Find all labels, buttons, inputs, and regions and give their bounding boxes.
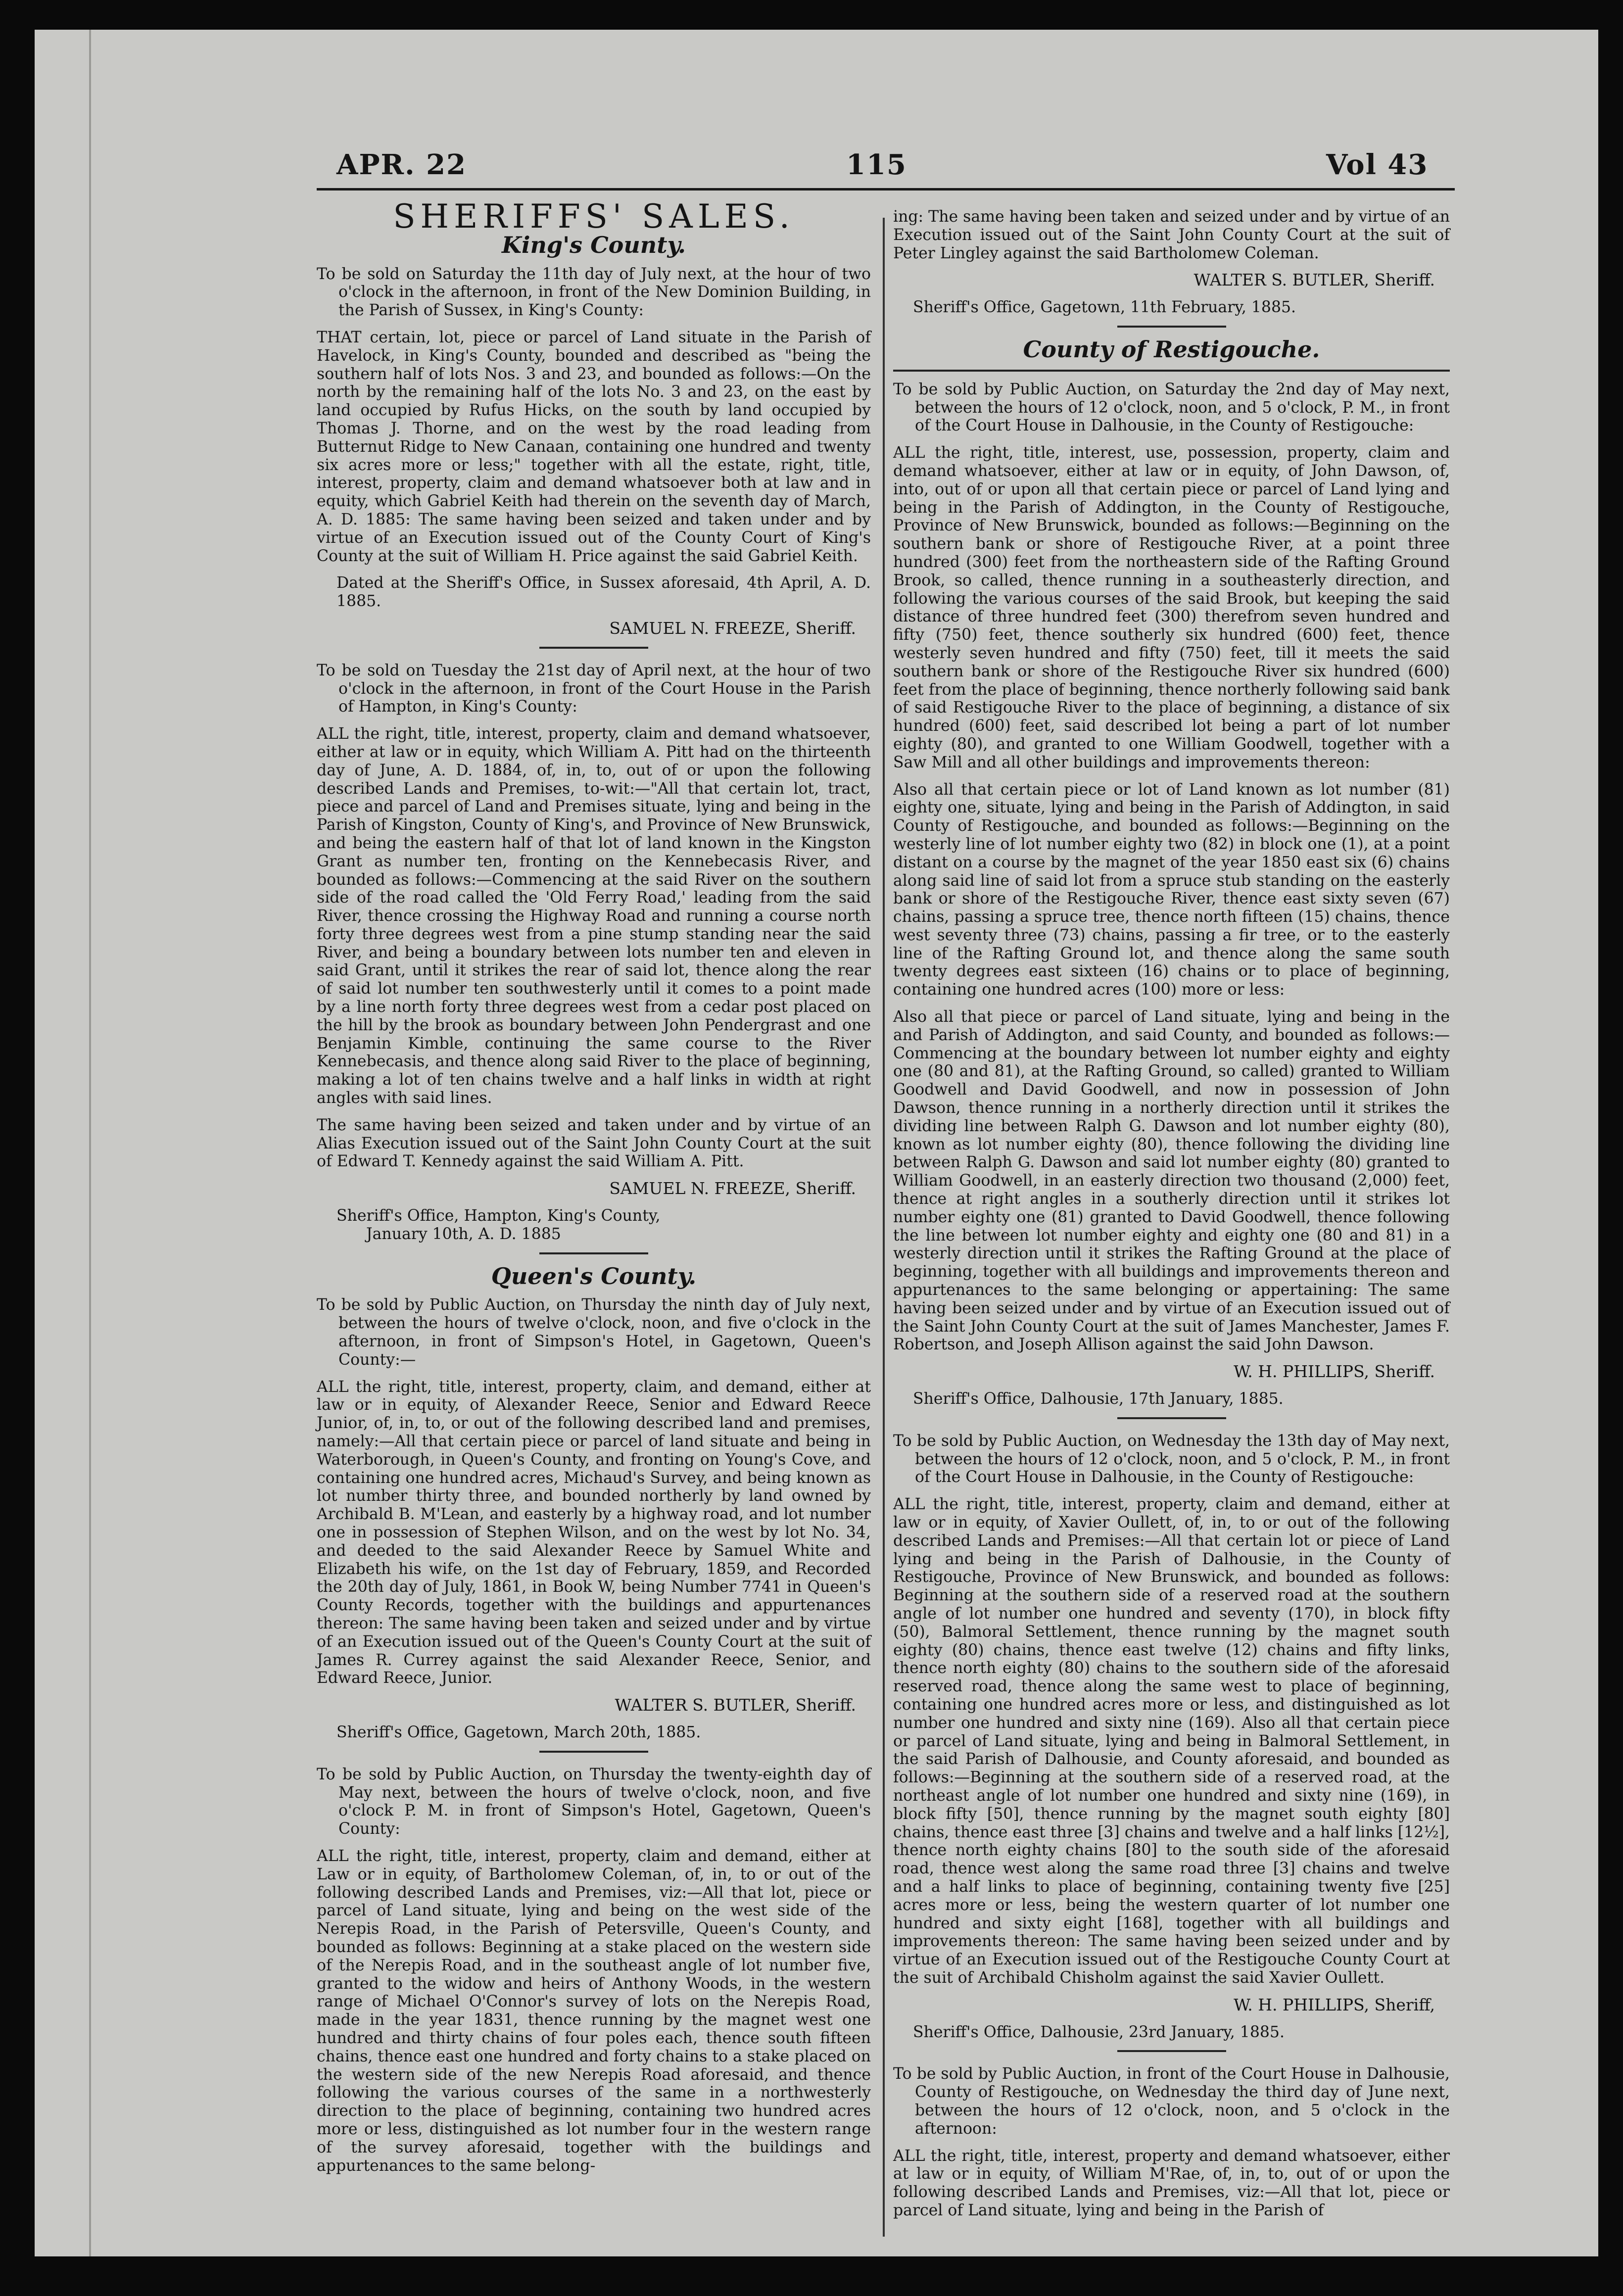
queens-notice1-signature: WALTER S. BUTLER, Sheriff. bbox=[615, 1695, 856, 1715]
heading-rule bbox=[893, 370, 1450, 372]
divider bbox=[1117, 326, 1226, 328]
kings-notice2-body2: The same having been seized and taken under and by virtue of an Alias Execution issued out of the Saint John County Court at the suit of Edward T. Kennedy against the said William A. Pitt. bbox=[317, 1116, 871, 1171]
rest-notice1-office: Sheriff's Office, Dalhousie, 17th January, 1885. bbox=[913, 1390, 1284, 1408]
right-column bbox=[893, 208, 1450, 2229]
queens-notice2-body: ALL the right, title, interest, property, claim and demand, either at Law or in equity, of Bartholomew Coleman, of, in, to or out of the following described Lands and Premises, viz:—All that lot, piece or parcel of Land situate, lying and being on the west side of the Nerepis Road, in the Parish of Petersville, Queen's County, and bounded as follows: Beginning at a stake placed on the western side of the Nerepis Road, and in the southeast angle of lot number five, granted to the widow and heirs of Anthony Woods, in the western range of Michael O'Connor's survey of lots on the Nerepis Road, made in the year 1831, thence running by the magnet west one hundred and thirty chains of four poles each, thence south fifteen chains, thence east one hundred and forty chains to a stake placed on the western side of the new Nerepis Road aforesaid, and thence following the various courses of the same in a northwesterly direction to the place of beginning, containing two hundred acres more or less, distinguished as lot number four in the western range of the survey aforesaid, together with the buildings and appurtenances to the same belong- bbox=[317, 1847, 871, 2175]
rest-notice2-office: Sheriff's Office, Dalhousie, 23rd January, 1885. bbox=[913, 2023, 1285, 2041]
kings-notice2-office-date: January 10th, A. D. 1885 bbox=[366, 1225, 561, 1243]
kings-notice2-signature: SAMUEL N. FREEZE, Sheriff. bbox=[609, 1179, 856, 1198]
continuation-signature: WALTER S. BUTLER, Sheriff. bbox=[1193, 270, 1435, 290]
queens-notice1-lead: To be sold by Public Auction, on Thursday the ninth day of July next, between the hours of twelve o'clock, noon, and five o'clock in the afternoon, in front of Simpson's Hotel, in Gagetown, Queen's County:— bbox=[317, 1296, 871, 1369]
rest-notice1-body: ALL the right, title, interest, use, possession, property, claim and demand whatsoever, either at law or in equity, of John Dawson, of, into, out of or upon all that certain piece or parcel of Land lying and being in the Parish of Addington, in the County of Restigouche, Province of New Brunswick, bounded as follows:—Beginning on the southern bank or shore of Restigouche River, at a point three hundred (300) feet from the northeastern side of the Rafting Ground Brook, so called, thence running in a southeasterly direction, and following the various courses of the said Brook, but keeping the said distance of three hundred feet (300) therefrom seven hundred and fifty (750) feet, thence southerly six hundred (600) feet, thence westerly seven hundred and fifty (750) feet, till it meets the said southern bank or shore of the Restigouche River six hundred (600) feet from the place of beginning, thence northerly following said bank of said Restigouche River to the place of beginning, a distance of six hundred (600) feet, said described lot being a part of lot number eighty (80), and granted to one William Goodwell, together with a Saw Mill and all other buildings and improvements thereon: bbox=[893, 444, 1450, 771]
queens-notice1-office: Sheriff's Office, Gagetown, March 20th, 1885. bbox=[336, 1723, 701, 1741]
header-date: APR. 22 bbox=[336, 148, 467, 181]
left-column bbox=[317, 197, 871, 2184]
divider bbox=[539, 1751, 648, 1753]
rest-notice2-lead: To be sold by Public Auction, on Wednesday the 13th day of May next, between the hours of 12 o'clock, noon, and 5 o'clock, P. M., in front of the Court House in Dalhousie, in the County of Restigouche: bbox=[893, 1432, 1450, 1486]
kings-notice1-lead: To be sold on Saturday the 11th day of July next, at the hour of two o'clock in the afternoon, in front of the New Dominion Building, in the Parish of Sussex, in King's County: bbox=[317, 265, 871, 320]
queens-notice2-lead: To be sold by Public Auction, on Thursday the twenty-eighth day of May next, between the hours of twelve o'clock, noon, and five o'clock P. M. in front of Simpson's Hotel, Gagetown, Queen's County: bbox=[317, 1765, 871, 1838]
divider bbox=[1117, 2050, 1226, 2052]
rest-notice1-body2: Also all that certain piece or lot of Land known as lot number (81) eighty one, situate, lying and being in the Parish of Addington, in said County of Restigouche, and bounded as follows:—Beginning on the westerly line of lot number eighty two (82) in block one (1), at a point distant on a course by the magnet of the year 1850 east six (6) chains along said line of said lot from a spruce stub standing on the easterly bank or shore of the Restigouche River, thence east sixty seven (67) chains, passing a spruce tree, thence north fifteen (15) chains, thence west seventy three (73) chains, passing a fir tree, or to the easterly line of the Rafting Ground lot, and thence along the same south twenty degrees east sixteen (16) chains or to place of beginning, containing one hundred acres (100) more or less: bbox=[893, 780, 1450, 999]
divider bbox=[539, 1252, 648, 1254]
kings-notice1-body: THAT certain, lot, piece or parcel of Land situate in the Parish of Havelock, in King's County, bounded and described as "being the southern half of lots Nos. 3 and 23, and bounded as follows:—On the north by the remaining half of the lots No. 3 and 23, on the east by land occupied by Rufus Hicks, on the south by land occupied by Thomas J. Thorne, and on the west by the road leading from Butternut Ridge to New Canaan, containing one hundred and twenty six acres more or less;" together with all the estate, right, title, interest, property, claim and demand whatsoever both at law and in equity, which Gabriel Keith had therein on the seventh day of March, A. D. 1885: The same having been seized and taken under and by virtue of an Execution issued out of the County Court of King's County at the suit of William H. Price against the said Gabriel Keith. bbox=[317, 328, 871, 565]
rest-notice3-body: ALL the right, title, interest, property and demand whatsoever, either at law or in equity, of William M'Rae, of, in, to, out of or upon the following described Lands and Premises, viz:—All that lot, piece or parcel of Land situate, lying and being in the Parish of bbox=[893, 2147, 1450, 2219]
rest-notice3-lead: To be sold by Public Auction, in front of the Court House in Dalhousie, County of Restigouche, on Wednesday the third day of June next, between the hours of 12 o'clock, noon, and 5 o'clock in the afternoon: bbox=[893, 2065, 1450, 2138]
continuation-text: ing: The same having been taken and seized under and by virtue of an Execution issued out of the Saint John County Court at the suit of Peter Lingley against the said Bartholomew Coleman. bbox=[893, 208, 1450, 262]
kings-notice2-body: ALL the right, title, interest, property, claim and demand whatsoever, either at law or in equity, which William A. Pitt had on the thirteenth day of June, A. D. 1884, of, in, to, out of or upon the following described Lands and Premises, to-wit:—"All that certain lot, tract, piece and parcel of Land and Premises situate, lying and being in the Parish of Kingston, County of King's, and Province of New Brunswick, and being the eastern half of that lot of land known in the Kingston Grant as number ten, fronting on the Kennebecasis River, and bounded as follows:—Commencing at the said River on the southern side of the road called the 'Old Ferry Road,' leading from the said River, thence crossing the Highway Road and running a course north forty three degrees west from a pine stump standing near the said River, and being a boundary between lots number ten and eleven in said Grant, until it strikes the rear of said lot, thence along the rear of said lot number ten southwesterly until it comes to a point made by a line north forty three degrees west from a cedar post placed on the hill by the brook as boundary between John Pendergrast and one Benjamin Kimble, continuing the same course to the River Kennebecasis, and thence along said River to the place of beginning, making a lot of ten chains twelve and a half links in width at right angles with said lines. bbox=[317, 725, 871, 1107]
divider bbox=[539, 647, 648, 649]
binding-line bbox=[89, 30, 91, 2256]
restigouche-county-heading: County of Restigouche. bbox=[1023, 335, 1320, 363]
queens-county-heading: Queen's County. bbox=[491, 1262, 697, 1290]
header-volume: Vol 43 bbox=[1326, 148, 1429, 181]
queens-notice1-body: ALL the right, title, interest, property, claim, and demand, either at law or in equity, of Alexander Reece, Senior and Edward Reece Junior, of, in, to, or out of the following described land and premises, namely:—All that certain piece or parcel of land situate and being in Waterborough, in Queen's County, and fronting on Young's Cove, and containing one hundred acres, Michaud's Survey, and being known as lot number thirty three, and bounded northerly by land owned by Archibald B. M'Lean, and easterly by a highway road, and lot number one in possession of Stephen Wilson, and on the west by lot No. 34, and deeded to the said Alexander Reece by Samuel White and Elizabeth his wife, on the 1st day of February, 1859, and Recorded the 20th day of July, 1861, in Book W, being Number 7741 in Queen's County Records, together with the buildings and appurtenances thereon: The same having been taken and seized under and by virtue of an Execution issued out of the Queen's County Court at the suit of James R. Currey against the said Alexander Reece, Senior, and Edward Reece, Junior. bbox=[317, 1378, 871, 1687]
rest-notice1-signature: W. H. PHILLIPS, Sheriff. bbox=[1234, 1362, 1435, 1382]
rest-notice2-body: ALL the right, title, interest, property, claim and demand, either at law or in equity, of Xavier Oullett, of, in, to or out of the following described Lands and Premises:—All that certain lot or piece of Land lying and being in the Parish of Dalhousie, in the County of Restigouche, Province of New Brunswick, and bounded as follows: Beginning at the southern side of a reserved road at the southern angle of lot number one hundred and seventy (170), in block fifty (50), Balmoral Settlement, thence running by the magnet south eighty (80) chains, thence east twelve (12) chains and fifty links, thence north eighty (80) chains to the southern side of the aforesaid reserved road, thence along the same west to place of beginning, containing one hundred acres more or less, and distinguished as lot number one hundred and sixty nine (169). Also all that certain piece or parcel of Land situate, lying and being in Balmoral Settlement, in the said Parish of Dalhousie, and County aforesaid, and bounded as follows:—Beginning at the southern side of a reserved road, at the northeast angle of lot number one hundred and sixty nine (169), in block fifty [50], thence running by the magnet south eighty [80] chains, thence east three [3] chains and twelve and a half links [12½], thence north eighty chains [80] to the south side of the aforesaid road, thence west along the same road three [3] chains and twelve and a half links to place of beginning, containing twenty five [25] acres more or less, being the western quarter of lot number one hundred and sixty eight [168], together with all buildings and improvements thereon: The same having been seized under and by virtue of an Execution issued out of the Restigouche County Court at the suit of Archibald Chisholm against the said Xavier Oullett. bbox=[893, 1495, 1450, 1987]
rest-notice1-body3: Also all that piece or parcel of Land situate, lying and being in the and Parish of Addington, and said County, and bounded as follows:—Commencing at the boundary between lot number eighty and eighty one (80 and 81), at the Rafting Ground, so called) granted to William Goodwell and David Goodwell, and now in possession of John Dawson, thence running in a northerly direction until it strikes the dividing line between Ralph G. Dawson and lot number eighty (80), known as lot number eighty (80), thence following the dividing line between Ralph G. Dawson and said lot number eighty (80) granted to William Goodwell, in an easterly direction two thousand (2,000) feet, thence at right angles in a southerly direction until it strikes lot number eighty one (81) granted to David Goodwell, thence following the line between lot number eighty and eighty one (80 and 81) in a westerly direction until it strikes the Rafting Ground at the place of beginning, together with all buildings and improvements thereon and appurtenances to the same belonging or appertaining: The same having been seized under and by virtue of an Execution issued out of the Saint John County Court at the suit of James Manchester, James F. Robertson, and Joseph Allison against the said John Dawson. bbox=[893, 1008, 1450, 1354]
header-rule bbox=[317, 188, 1455, 191]
page-title: SHERIFFS' SALES. bbox=[393, 197, 795, 236]
continuation-office: Sheriff's Office, Gagetown, 11th February, 1885. bbox=[913, 298, 1296, 317]
rest-notice2-signature: W. H. PHILLIPS, Sheriff, bbox=[1234, 1995, 1435, 2014]
divider bbox=[1117, 1417, 1226, 1419]
kings-county-heading: King's County. bbox=[502, 231, 686, 258]
kings-notice2-office: Sheriff's Office, Hampton, King's County, bbox=[336, 1207, 661, 1225]
kings-notice1-dated: Dated at the Sheriff's Office, in Sussex aforesaid, 4th April, A. D. 1885. bbox=[336, 574, 871, 611]
header-page-number: 115 bbox=[846, 148, 907, 181]
kings-notice1-signature: SAMUEL N. FREEZE, Sheriff. bbox=[609, 618, 856, 638]
column-divider bbox=[883, 218, 885, 2237]
rest-notice1-lead: To be sold by Public Auction, on Saturday the 2nd day of May next, between the hours of 12 o'clock, noon, and 5 o'clock, P. M., in front of the Court House in Dalhousie, in the County of Restigouche: bbox=[893, 380, 1450, 435]
kings-notice2-lead: To be sold on Tuesday the 21st day of April next, at the hour of two o'clock in the afternoon, in front of the Court House in the Parish of Hampton, in King's County: bbox=[317, 661, 871, 716]
